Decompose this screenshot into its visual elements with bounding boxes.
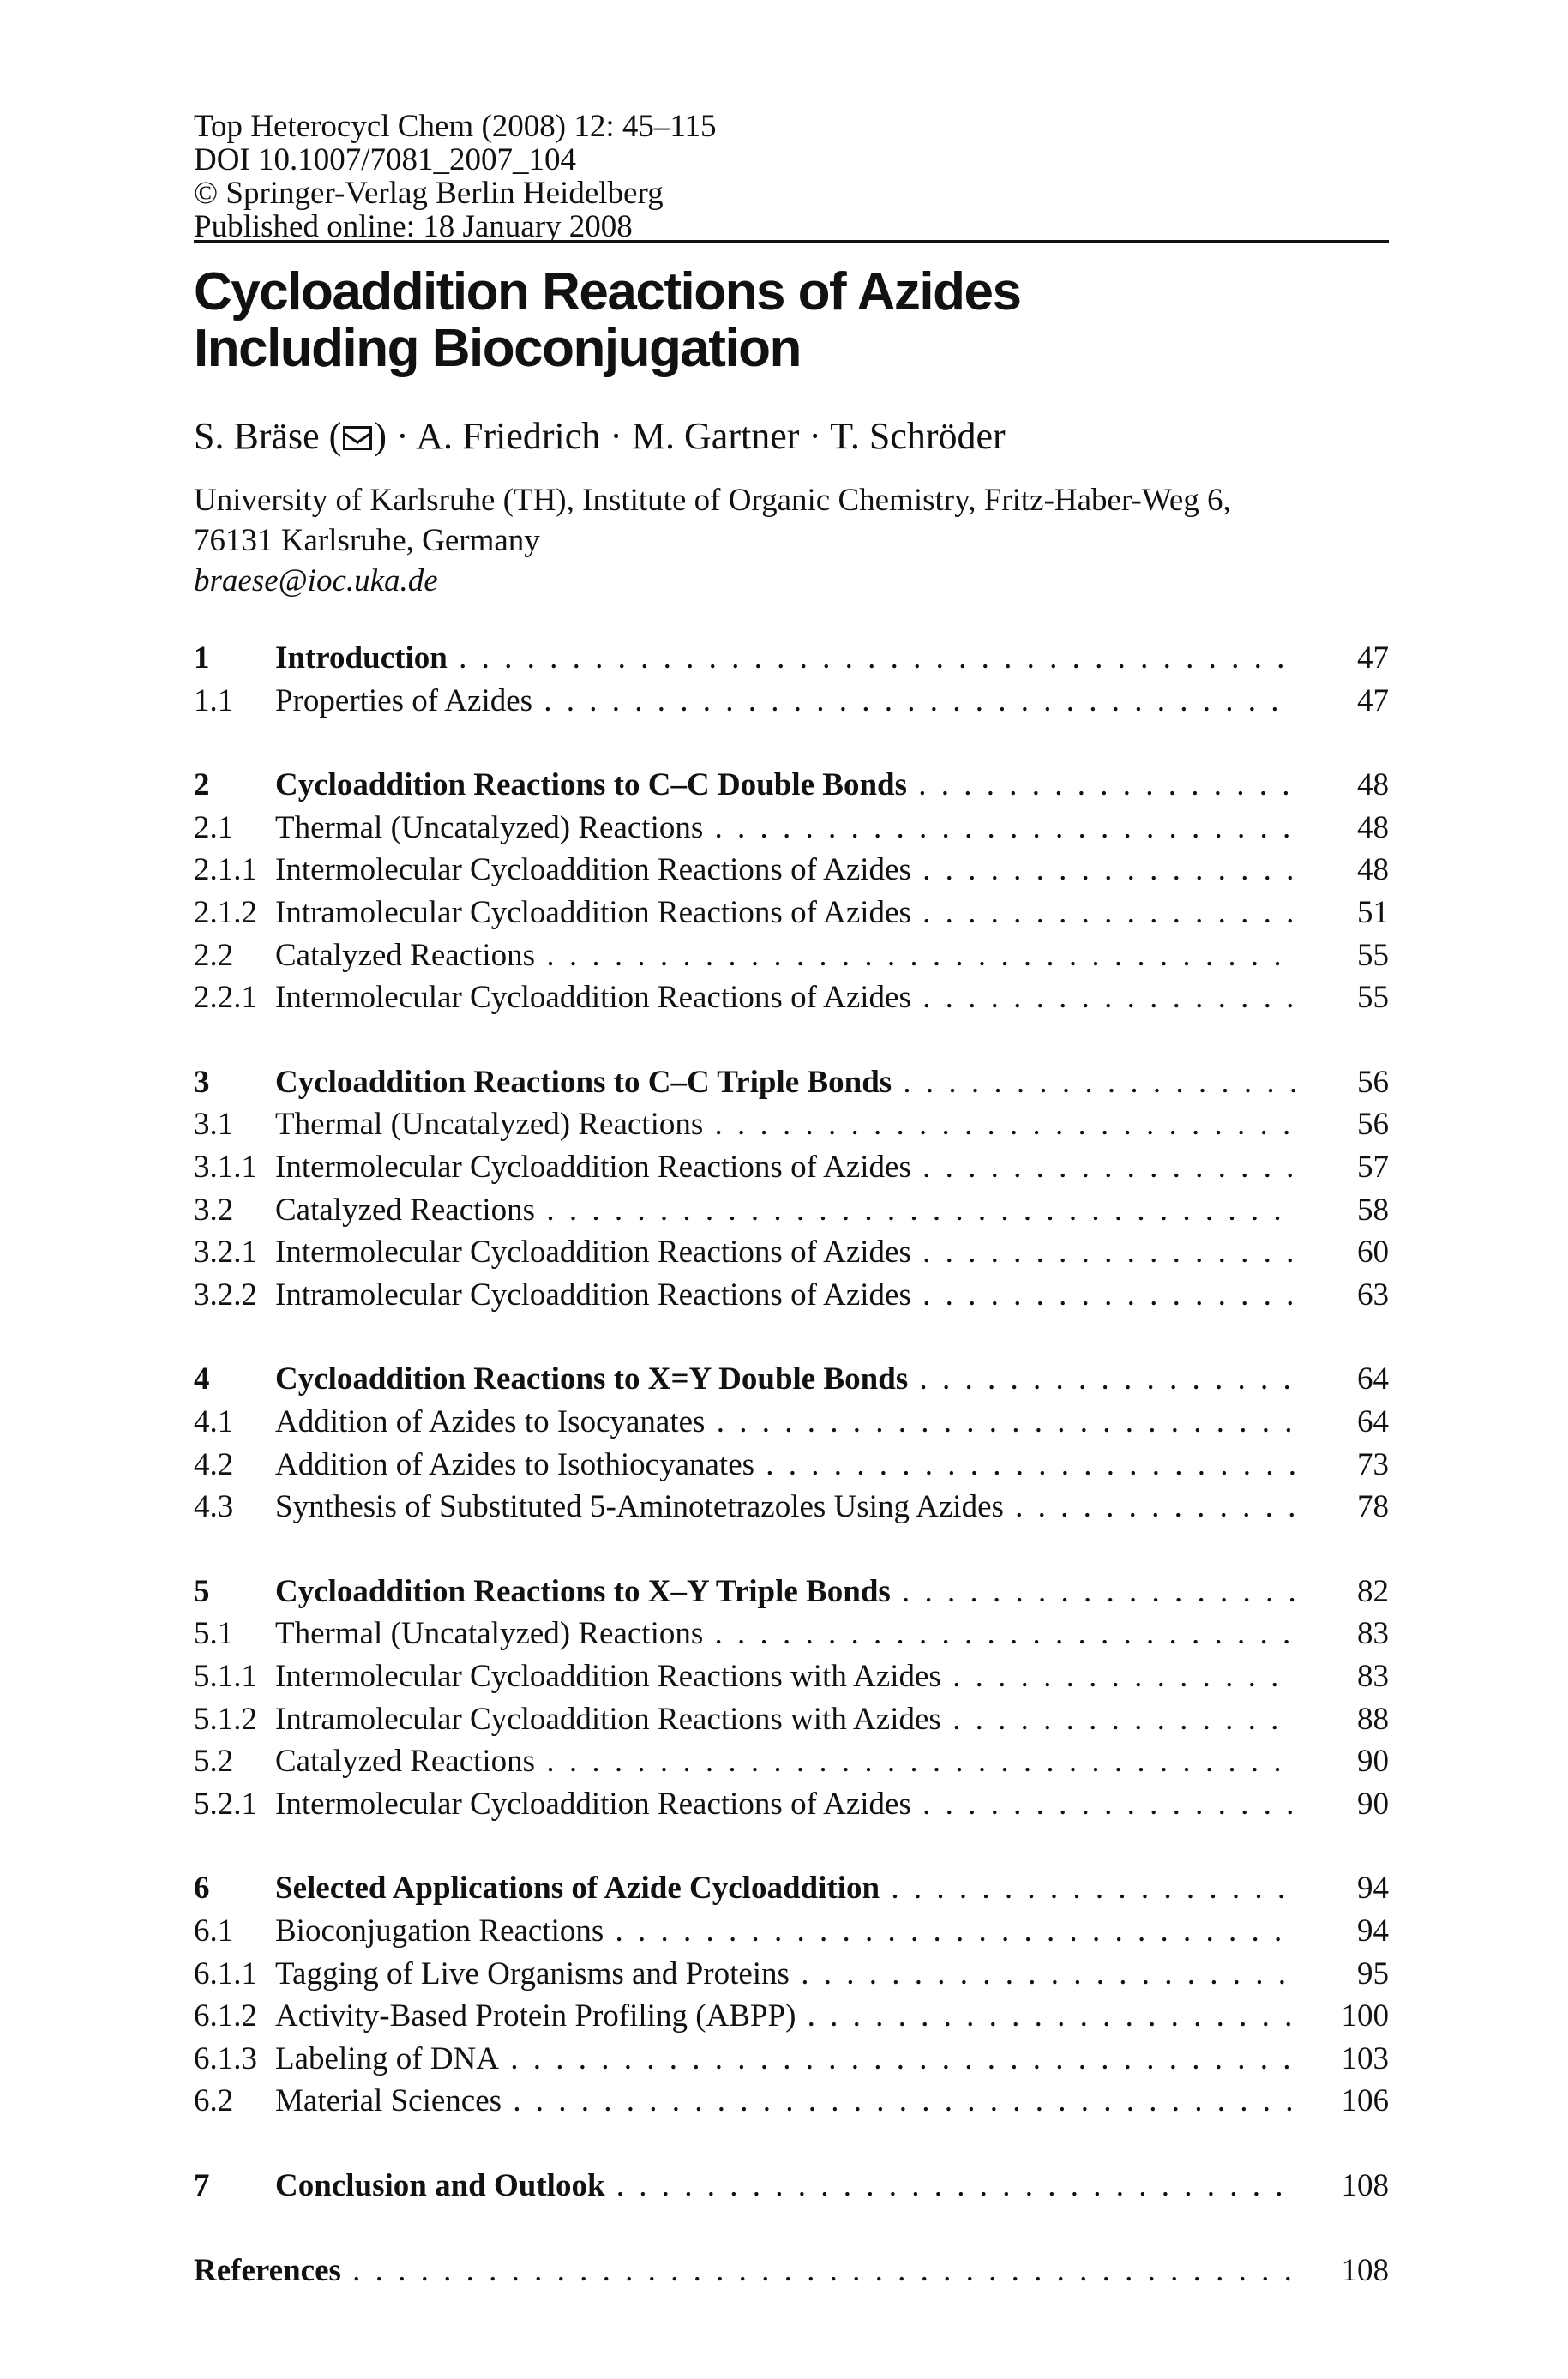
corresponding-email[interactable]: braese@ioc.uka.de: [194, 563, 438, 598]
publication-info: [194, 110, 1389, 243]
toc-number: 6.1.1: [194, 1955, 257, 1992]
toc-number: 3.2.1: [194, 1235, 257, 1271]
toc-page-number: 100: [1341, 1998, 1389, 2034]
toc-entry-3-2[interactable]: [194, 1192, 1389, 1229]
author-list: [194, 415, 1006, 458]
toc-leader: [275, 2082, 1295, 2120]
toc-entry-7[interactable]: [194, 2167, 1389, 2205]
toc-label: Intramolecular Cycloaddition Reactions of Azides: [275, 895, 911, 930]
toc-leader: [275, 1615, 1295, 1653]
toc-leader: [275, 1277, 1295, 1314]
toc-page-number: 94: [1357, 1913, 1389, 1949]
toc-label: Conclusion and Outlook: [275, 2168, 605, 2203]
toc-entry-3[interactable]: [194, 1064, 1389, 1102]
toc-label: Activity-Based Protein Profiling (ABPP): [275, 1998, 796, 2034]
toc-number: 3.2.2: [194, 1277, 257, 1313]
toc-number: 6.1.2: [194, 1998, 257, 2034]
toc-number: 4.2: [194, 1446, 234, 1482]
toc-entry-6-1-3[interactable]: [194, 2040, 1389, 2078]
toc-entry-3-1[interactable]: [194, 1106, 1389, 1144]
toc-page-number: 56: [1357, 1107, 1389, 1143]
affiliation: [194, 480, 1389, 601]
published-date: Published online: 18 January 2008: [194, 209, 633, 244]
toc-page-number: 108: [1341, 2168, 1389, 2203]
toc-entry-4-3[interactable]: [194, 1488, 1389, 1526]
title-line-1: Cycloaddition Reactions of Azides: [194, 262, 1021, 321]
toc-label: Intermolecular Cycloaddition Reactions of Azides: [275, 1786, 911, 1822]
toc-entry-1[interactable]: [194, 640, 1389, 677]
toc-label: Material Sciences: [275, 2083, 502, 2119]
toc-leader: [275, 766, 1295, 804]
toc-label: Introduction: [275, 640, 448, 676]
toc-leader: [275, 1743, 1295, 1781]
toc-entry-1-1[interactable]: [194, 682, 1389, 720]
toc-page-number: 55: [1357, 937, 1389, 973]
toc-leader: [275, 809, 1295, 847]
article-title: [194, 264, 1020, 377]
toc-label: Catalyzed Reactions: [275, 937, 536, 973]
toc-leader: [275, 682, 1295, 720]
affiliation-line-2: 76131 Karlsruhe, Germany: [194, 523, 540, 558]
toc-number: 2.1.2: [194, 895, 257, 930]
header-rule: [194, 240, 1389, 243]
toc-leader: [275, 1870, 1295, 1907]
toc-leader: [275, 979, 1295, 1017]
toc-label: Intermolecular Cycloaddition Reactions of Azides: [275, 1150, 911, 1185]
toc-entry-5-1[interactable]: [194, 1615, 1389, 1653]
toc-label: Intermolecular Cycloaddition Reactions of Azides: [275, 852, 911, 888]
toc-entry-3-2-1[interactable]: [194, 1234, 1389, 1271]
toc-page-number: 78: [1357, 1489, 1389, 1525]
toc-entry-4[interactable]: [194, 1361, 1389, 1398]
toc-entry-6-1[interactable]: [194, 1913, 1389, 1950]
toc-entry-2-1[interactable]: [194, 809, 1389, 847]
toc-label: Cycloaddition Reactions to X–Y Triple Bonds: [275, 1573, 891, 1609]
toc-leader: [275, 1701, 1295, 1739]
toc-page-number: 55: [1357, 980, 1389, 1016]
envelope-icon[interactable]: [343, 426, 372, 450]
toc-page-number: 48: [1357, 767, 1389, 803]
toc-label: Bioconjugation Reactions: [275, 1913, 604, 1949]
toc-page-number: 47: [1357, 682, 1389, 718]
toc-entry-2-1-2[interactable]: [194, 894, 1389, 932]
toc-page-number: 48: [1357, 852, 1389, 888]
toc-leader: [275, 1955, 1295, 1993]
toc-page-number: 83: [1357, 1659, 1389, 1694]
toc-leader: [194, 2252, 1295, 2290]
toc-number: 5: [194, 1573, 210, 1609]
toc-page-number: 51: [1357, 895, 1389, 930]
toc-leader: [275, 640, 1295, 677]
toc-page-number: 108: [1341, 2252, 1389, 2288]
toc-page-number: 88: [1357, 1701, 1389, 1737]
toc-number: 2.2: [194, 937, 234, 973]
toc-leader: [275, 1106, 1295, 1144]
toc-leader: [275, 1403, 1295, 1441]
toc-page-number: 90: [1357, 1744, 1389, 1780]
toc-page-number: 73: [1357, 1446, 1389, 1482]
toc-number: 5.1.1: [194, 1659, 257, 1694]
toc-leader: [275, 1234, 1295, 1271]
toc-page-number: 58: [1357, 1192, 1389, 1228]
toc-leader: [275, 2040, 1295, 2078]
toc-number: 3: [194, 1064, 210, 1100]
toc-leader: [275, 1192, 1295, 1229]
toc-page-number: 47: [1357, 640, 1389, 676]
toc-number: 4: [194, 1361, 210, 1397]
toc-label: Intermolecular Cycloaddition Reactions with Azides: [275, 1659, 941, 1694]
toc-page-number: 106: [1341, 2083, 1389, 2119]
author-first-close: ): [374, 415, 387, 457]
toc-label: Catalyzed Reactions: [275, 1744, 536, 1780]
title-line-2: Including Bioconjugation: [194, 319, 801, 378]
toc-number: 3.1.1: [194, 1150, 257, 1185]
toc-label: Thermal (Uncatalyzed) Reactions: [275, 1616, 704, 1652]
toc-number: 5.2: [194, 1744, 234, 1780]
toc-number: 6: [194, 1871, 210, 1907]
toc-number: 1.1: [194, 682, 234, 718]
toc-page-number: 60: [1357, 1235, 1389, 1271]
toc-label: Intermolecular Cycloaddition Reactions of Azides: [275, 1235, 911, 1271]
toc-entry-5-1-2[interactable]: [194, 1701, 1389, 1739]
toc-number: 6.1: [194, 1913, 234, 1949]
toc-entry-4-1[interactable]: [194, 1403, 1389, 1441]
toc-leader: [275, 2167, 1295, 2205]
toc-page-number: 64: [1357, 1404, 1389, 1439]
toc-number: 7: [194, 2168, 210, 2203]
affiliation-line-1: University of Karlsruhe (TH), Institute of Organic Chemistry, Fritz-Haber-Weg 6,: [194, 483, 1231, 518]
toc-number: 2.2.1: [194, 980, 257, 1016]
toc-label: Thermal (Uncatalyzed) Reactions: [275, 809, 704, 845]
toc-label: Labeling of DNA: [275, 2040, 499, 2076]
toc-label: Addition of Azides to Isothiocyanates: [275, 1446, 755, 1482]
toc-number: 5.1.2: [194, 1701, 257, 1737]
toc-label: Cycloaddition Reactions to C–C Double Bonds: [275, 767, 908, 803]
toc-leader: [275, 851, 1295, 889]
toc-entry-2-2[interactable]: [194, 937, 1389, 975]
toc-label: Addition of Azides to Isocyanates: [275, 1404, 706, 1439]
toc-entry-3-1-1[interactable]: [194, 1149, 1389, 1186]
toc-number: 2: [194, 767, 210, 803]
article-first-page: [194, 109, 1389, 2288]
toc-entry-5-1-1[interactable]: [194, 1658, 1389, 1696]
toc-label: Synthesis of Substituted 5-Aminotetrazoles Using Azides: [275, 1489, 1004, 1525]
toc-entry-2[interactable]: [194, 766, 1389, 804]
journal-citation: Top Heterocycl Chem (2008) 12: 45–115: [194, 109, 717, 144]
toc-entry-5-2[interactable]: [194, 1743, 1389, 1781]
toc-page-number: 63: [1357, 1277, 1389, 1313]
toc-entry-6-1-2[interactable]: [194, 1998, 1389, 2035]
toc-number: 6.1.3: [194, 2040, 257, 2076]
toc-leader: [275, 937, 1295, 975]
toc-label: Intramolecular Cycloaddition Reactions with Azides: [275, 1701, 941, 1737]
toc-entry-2-2-1[interactable]: [194, 979, 1389, 1017]
toc-references[interactable]: [194, 2252, 1389, 2290]
toc-label: Tagging of Live Organisms and Proteins: [275, 1955, 790, 1992]
toc-number: 4.1: [194, 1404, 234, 1439]
toc-label: Cycloaddition Reactions to X=Y Double Bonds: [275, 1361, 909, 1397]
toc-entry-5[interactable]: [194, 1573, 1389, 1611]
toc-leader: [275, 1361, 1295, 1398]
toc-number: 4.3: [194, 1489, 234, 1525]
toc-number: 5.2.1: [194, 1786, 257, 1822]
toc-entry-4-2[interactable]: [194, 1446, 1389, 1484]
toc-entry-5-2-1[interactable]: [194, 1786, 1389, 1823]
toc-label: Intermolecular Cycloaddition Reactions of Azides: [275, 980, 911, 1016]
toc-entry-6-2[interactable]: [194, 2082, 1389, 2120]
toc-label: Selected Applications of Azide Cycloaddition: [275, 1871, 880, 1907]
toc-label: Catalyzed Reactions: [275, 1192, 536, 1228]
toc-leader: [275, 1488, 1295, 1526]
toc-label: Properties of Azides: [275, 682, 533, 718]
toc-page-number: 83: [1357, 1616, 1389, 1652]
toc-number: 6.2: [194, 2083, 234, 2119]
toc-number: 5.1: [194, 1616, 234, 1652]
toc-label: Thermal (Uncatalyzed) Reactions: [275, 1107, 704, 1143]
toc-page-number: 94: [1357, 1871, 1389, 1907]
toc-leader: [275, 1064, 1295, 1102]
toc-number: 1: [194, 640, 210, 676]
author-others: · A. Friedrich · M. Gartner · T. Schröder: [386, 415, 1006, 457]
toc-leader: [275, 1658, 1295, 1696]
toc-page-number: 95: [1357, 1955, 1389, 1992]
toc-leader: [275, 1913, 1295, 1950]
toc-number: 2.1: [194, 809, 234, 845]
toc-label: Intramolecular Cycloaddition Reactions of Azides: [275, 1277, 911, 1313]
toc-leader: [275, 1998, 1295, 2035]
doi[interactable]: DOI 10.1007/7081_2007_104: [194, 142, 577, 177]
toc-label: References: [194, 2252, 341, 2288]
toc-page-number: 103: [1341, 2040, 1389, 2076]
toc-leader: [275, 1446, 1295, 1484]
author-first: S. Bräse (: [194, 415, 342, 457]
toc-page-number: 48: [1357, 809, 1389, 845]
toc-leader: [275, 1149, 1295, 1186]
toc-number: 3.2: [194, 1192, 234, 1228]
toc-number: 3.1: [194, 1107, 234, 1143]
toc-page-number: 90: [1357, 1786, 1389, 1822]
toc-page-number: 82: [1357, 1573, 1389, 1609]
toc-number: 2.1.1: [194, 852, 257, 888]
copyright: © Springer-Verlag Berlin Heidelberg: [194, 176, 664, 211]
toc-entry-2-1-1[interactable]: [194, 851, 1389, 889]
toc-page-number: 57: [1357, 1150, 1389, 1185]
toc-entry-6[interactable]: [194, 1870, 1389, 1907]
toc-leader: [275, 1573, 1295, 1611]
toc-leader: [275, 1786, 1295, 1823]
toc-entry-3-2-2[interactable]: [194, 1277, 1389, 1314]
toc-page-number: 64: [1357, 1361, 1389, 1397]
toc-entry-6-1-1[interactable]: [194, 1955, 1389, 1993]
toc-leader: [275, 894, 1295, 932]
toc-page-number: 56: [1357, 1064, 1389, 1100]
toc-label: Cycloaddition Reactions to C–C Triple Bonds: [275, 1064, 892, 1100]
